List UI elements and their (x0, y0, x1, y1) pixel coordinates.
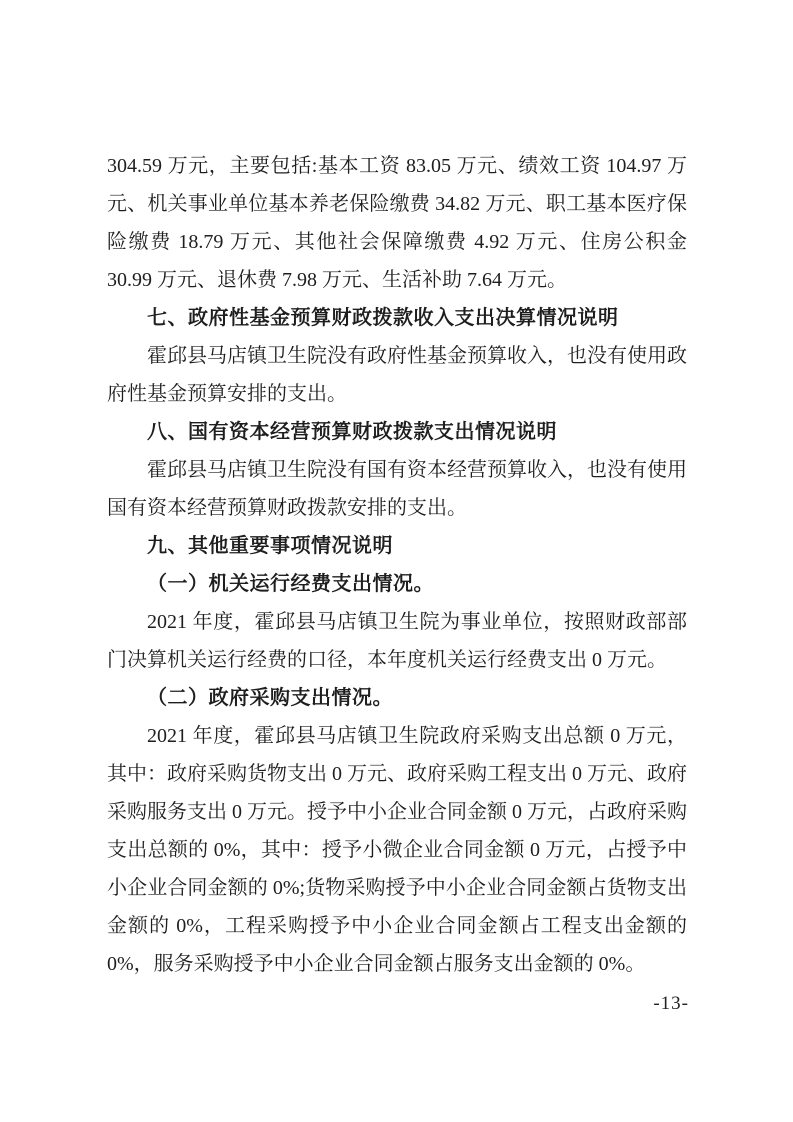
sub-heading-operating-expense: （一）机关运行经费支出情况。 (147, 573, 434, 595)
paragraph-operating-expense: 2021 年度，霍邱县马店镇卫生院为事业单位，按照财政部部门决算机关运行经费的口径，本年度机关运行经费支出 0 万元。 (107, 611, 687, 671)
paragraph-state-capital: 霍邱县马店镇卫生院没有国有资本经营预算收入，也没有使用国有资本经营预算财政拨款安排的支出。 (107, 459, 687, 519)
section-heading-9: 九、其他重要事项情况说明 (147, 535, 393, 557)
paragraph-government-fund: 霍邱县马店镇卫生院没有政府性基金预算收入，也没有使用政府性基金预算安排的支出。 (107, 345, 687, 405)
section-heading-7: 七、政府性基金预算财政拨款收入支出决算情况说明 (147, 307, 619, 329)
section-heading-8: 八、国有资本经营预算财政拨款支出情况说明 (147, 421, 557, 443)
page-number: -13- (653, 993, 689, 1014)
document-body (107, 147, 687, 983)
paragraph-salary-breakdown: 304.59 万元，主要包括:基本工资 83.05 万元、绩效工资 104.97 万元、机关事业单位基本养老保险缴费 34.82 万元、职工基本医疗保险缴费 18.79 万元、其他社会保障缴费 4.92 万元、住房公积金 30.99 万元、退休费 7.98 万元、生活补助 7.64 万元。 (107, 155, 687, 291)
paragraph-procurement: 2021 年度，霍邱县马店镇卫生院政府采购支出总额 0 万元，其中：政府采购货物支出 0 万元、政府采购工程支出 0 万元、政府采购服务支出 0 万元。授予中小企业合同金额 0 万元，占政府采购支出总额的 0%，其中：授予小微企业合同金额 0 万元，占授予中小企业合同金额的 0%;货物采购授予中小企业合同金额占货物支出金额的 0%，工程采购授予中小企业合同金额占工程支出金额的 0%，服务采购授予中小企业合同金额占服务支出金额的 0%。 (107, 725, 687, 975)
sub-heading-procurement: （二）政府采购支出情况。 (147, 687, 393, 709)
